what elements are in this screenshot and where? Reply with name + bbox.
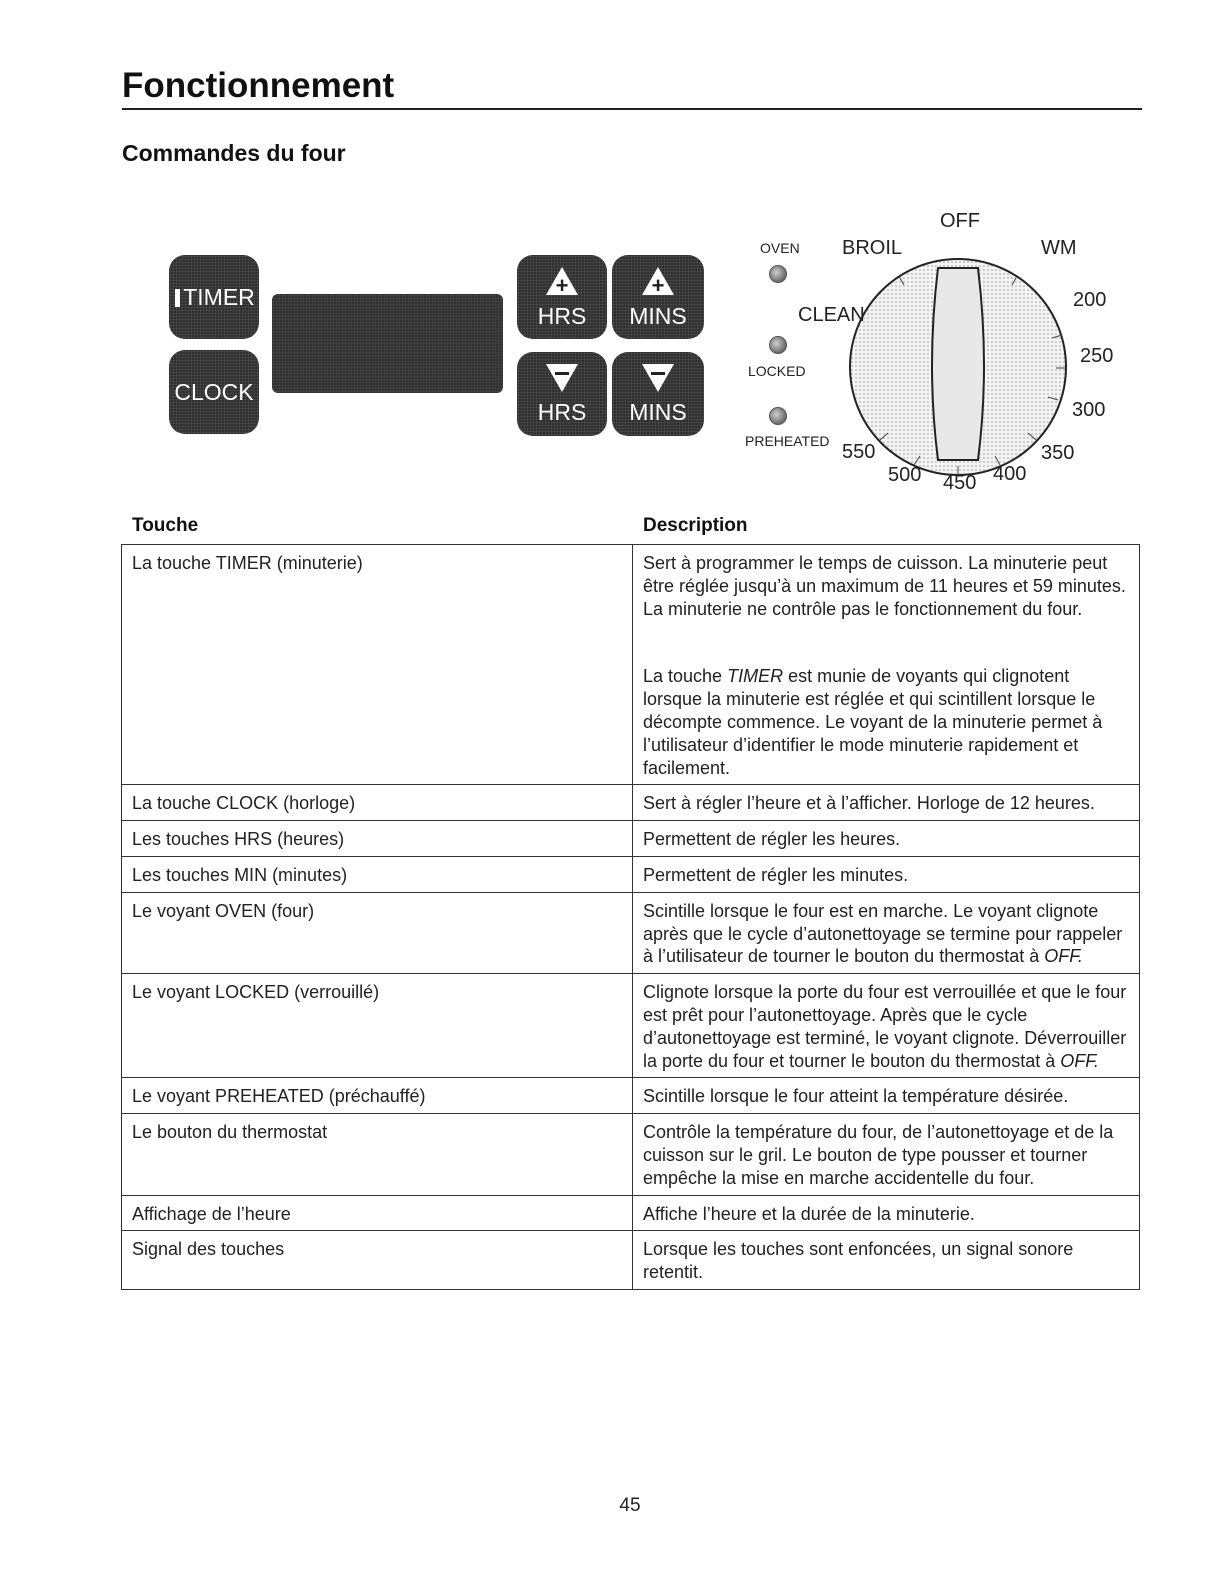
mins-down-label: MINS <box>629 399 687 425</box>
oven-led <box>769 265 787 283</box>
description-text: Sert à programmer le temps de cuisson. La minuterie peut être réglée jusqu’à un maximum de 11 heures et 59 minutes. La minuterie ne contrôle pas le fonctionnement du four. <box>643 553 1126 619</box>
key-cell: Signal des touches <box>122 1231 633 1290</box>
description-cell: Affiche l’heure et la durée de la minuterie. <box>633 1195 1140 1231</box>
description-cell: Contrôle la température du four, de l’autonettoyage et de la cuisson sur le gril. Le bouton de type pousser et tourner empêche la mise en marche accidentelle du four. <box>633 1114 1140 1195</box>
dial-wm-label: WM <box>1041 237 1077 259</box>
key-cell: La touche CLOCK (horloge) <box>122 785 633 821</box>
table-row <box>122 1078 1140 1114</box>
key-cell: Le bouton du thermostat <box>122 1114 633 1195</box>
clock-key-label: CLOCK <box>174 379 254 405</box>
mins-up-label: MINS <box>629 303 687 329</box>
dial-temp-250: 250 <box>1080 345 1114 367</box>
minus-icon <box>555 372 569 375</box>
preheated-led <box>769 407 787 425</box>
table-row <box>122 892 1140 973</box>
table-row <box>122 1195 1140 1231</box>
oven-indicator-label: OVEN <box>760 240 800 256</box>
dial-broil-label: BROIL <box>842 237 903 259</box>
locked-indicator-label: LOCKED <box>748 363 806 379</box>
dial-temp-400: 400 <box>993 463 1027 485</box>
key-cell: La touche TIMER (minuterie) <box>122 545 633 785</box>
dial-temp-200: 200 <box>1073 289 1107 311</box>
dial-temp-550: 550 <box>842 441 876 463</box>
page-title: Fonctionnement <box>122 66 1142 110</box>
description-cell: Sert à régler l’heure et à l’afficher. Horloge de 12 heures. <box>633 785 1140 821</box>
key-cell: Le voyant PREHEATED (préchauffé) <box>122 1078 633 1114</box>
table-row <box>122 974 1140 1078</box>
key-cell: Le voyant OVEN (four) <box>122 892 633 973</box>
key-cell: Les touches HRS (heures) <box>122 821 633 857</box>
dial-temp-500: 500 <box>888 464 922 486</box>
hrs-down-key <box>517 352 607 436</box>
plus-icon: + <box>651 273 665 298</box>
description-cell: Lorsque les touches sont enfoncées, un signal sonore retentit. <box>633 1231 1140 1290</box>
hrs-up-label: HRS <box>537 303 587 329</box>
col-header-key: Touche <box>132 515 199 536</box>
preheated-indicator-label: PREHEATED <box>745 433 830 449</box>
timer-key-label: TIMER <box>183 284 255 310</box>
timer-note: La touche TIMER est munie de voyants qui clignotent lorsque la minuterie est réglée et qui scintillent lorsque le décompte commence. Le voyant de la minuterie permet à l’utilisateur d’identifier le mode minuterie rapidement et facilement. <box>643 666 1103 778</box>
plus-icon: + <box>555 273 569 298</box>
controls-table <box>121 544 1140 1290</box>
timer-key <box>169 255 259 339</box>
description-cell: Scintille lorsque le four est en marche. Le voyant clignote après que le cycle d’autonettoyage se termine pour rappeler à l’utilisateur de tourner le bouton du thermostat à OFF. <box>633 892 1140 973</box>
locked-led <box>769 336 787 354</box>
key-cell: Le voyant LOCKED (verrouillé) <box>122 974 633 1078</box>
description-cell: Scintille lorsque le four atteint la température désirée. <box>633 1078 1140 1114</box>
section-title: Commandes du four <box>122 140 346 166</box>
arrow-down-icon <box>546 364 578 392</box>
dial-temp-300: 300 <box>1072 399 1106 421</box>
table-row <box>122 821 1140 857</box>
description-cell: Permettent de régler les minutes. <box>633 856 1140 892</box>
table-row <box>122 856 1140 892</box>
dial-clean-label: CLEAN <box>798 304 865 326</box>
description-cell: Permettent de régler les heures. <box>633 821 1140 857</box>
time-display <box>272 294 503 393</box>
minus-icon <box>651 372 665 375</box>
dial-off-label: OFF <box>940 210 980 232</box>
table-row <box>122 1231 1140 1290</box>
table-row <box>122 545 1140 785</box>
arrow-down-icon <box>642 364 674 392</box>
table-row <box>122 1114 1140 1195</box>
key-cell: Affichage de l’heure <box>122 1195 633 1231</box>
description-cell <box>633 545 1140 785</box>
key-cell: Les touches MIN (minutes) <box>122 856 633 892</box>
mins-down-key <box>612 352 704 436</box>
dial-temp-350: 350 <box>1041 442 1075 464</box>
page-number: 45 <box>619 1495 641 1516</box>
dial-temp-450: 450 <box>943 472 977 494</box>
mins-up-key <box>612 255 704 339</box>
clock-key <box>169 350 259 434</box>
table-row <box>122 785 1140 821</box>
col-header-description: Description <box>643 515 748 536</box>
hrs-down-label: HRS <box>537 399 587 425</box>
hrs-up-key <box>517 255 607 339</box>
description-cell: Clignote lorsque la porte du four est verrouillée et que le four est prêt pour l’autonettoyage. Après que le cycle d’autonettoyage est terminé, le voyant clignote. Déverrouiller la porte du four et tourner le bouton du thermostat à OFF. <box>633 974 1140 1078</box>
